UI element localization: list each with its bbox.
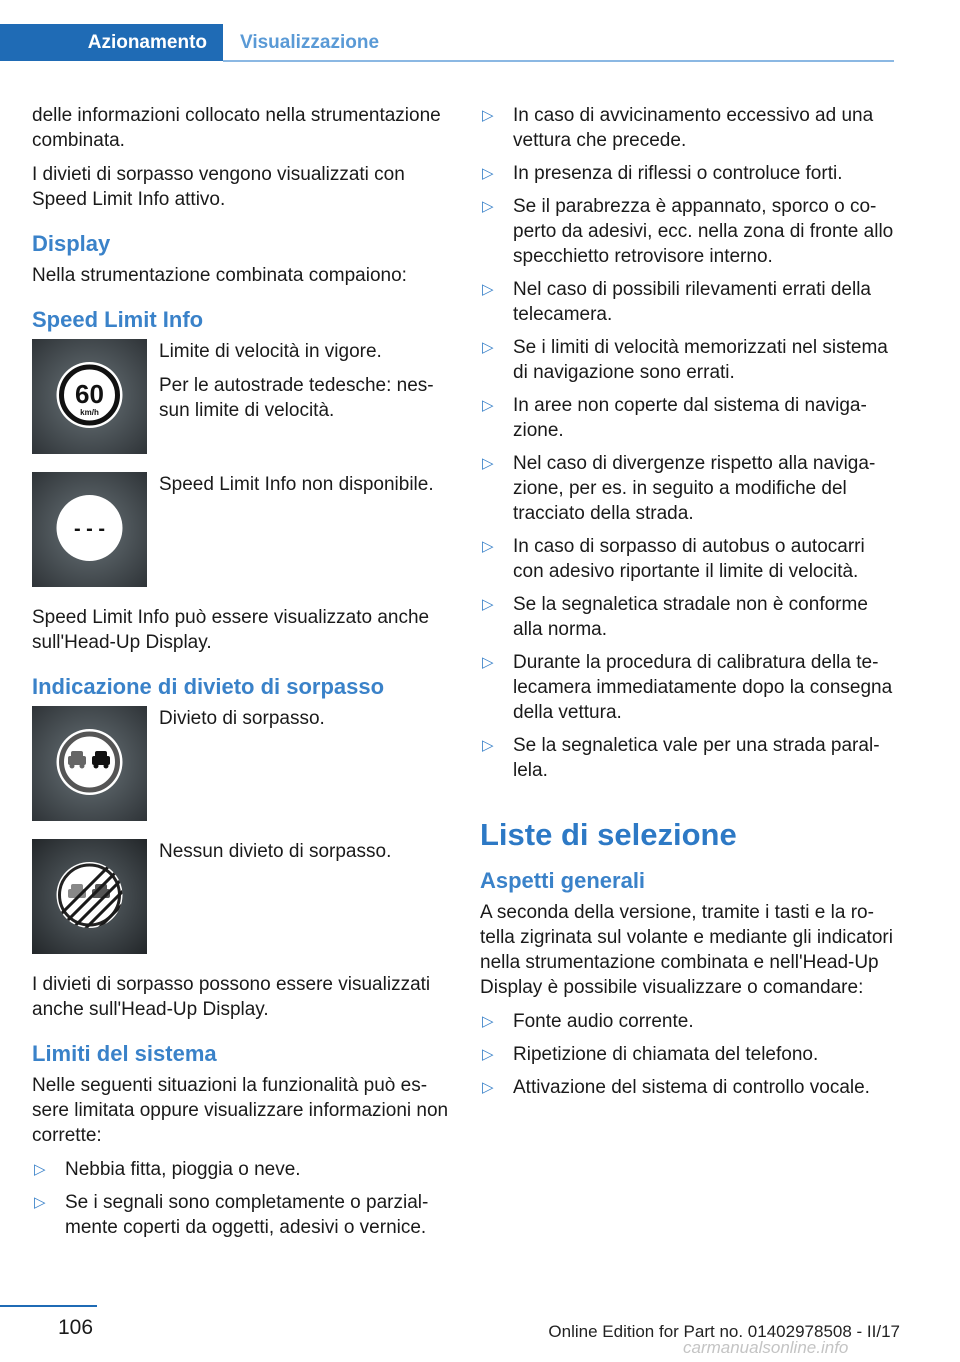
list-item: ▷ Nel caso di possibili rilevamenti errati della telecamera. xyxy=(482,279,871,325)
bullet-triangle-icon: ▷ xyxy=(482,107,494,124)
speed-limit-unavailable-figure xyxy=(32,472,452,587)
list-item: ▷ Nebbia fitta, pioggia o neve. xyxy=(34,1159,301,1180)
svg-text:60: 60 xyxy=(75,379,104,409)
speed-limit-unavailable-text: Speed Limit Info non disponibile. xyxy=(159,474,434,495)
autobahn-no-limit-text: Per le autostrade tedesche: nessun limite di velocità. xyxy=(159,375,434,421)
page-number: 106 xyxy=(58,1316,94,1339)
display-text: Nella strumentazione combinata compaiono: xyxy=(32,265,407,286)
header-divider xyxy=(223,60,894,62)
selection-lists-heading: Liste di selezione xyxy=(480,817,737,852)
right-column xyxy=(480,103,896,1108)
bullet-triangle-icon: ▷ xyxy=(482,339,494,356)
bullet-triangle-icon: ▷ xyxy=(482,1046,494,1063)
no-overtaking-figure xyxy=(32,706,452,821)
speed-limit-active-text: Limite di velocità in vigore. xyxy=(159,341,382,362)
list-item: ▷ Se la segnaletica stradale non è conforme alla norma. xyxy=(482,594,868,640)
list-item: ▷ Se il parabrezza è appannato, sporco o coperto da adesivi, ecc. nella zona di fronte allo specchietto retrovisore interno. xyxy=(482,196,894,267)
list-item: ▷ Nel caso di divergenze rispetto alla navigazione, per es. in seguito a modifiche del tracciato della strada. xyxy=(482,453,876,524)
end-no-overtaking-figure xyxy=(32,839,452,954)
bullet-triangle-icon: ▷ xyxy=(34,1194,46,1211)
list-item: ▷ In caso di sorpasso di autobus o autocarri con adesivo riportante il limite di velocità. xyxy=(482,536,865,582)
speed-limit-60-sign-icon xyxy=(32,339,147,454)
bullet-triangle-icon: ▷ xyxy=(482,654,494,671)
bullet-triangle-icon: ▷ xyxy=(482,281,494,298)
system-limits-heading: Limiti del sistema xyxy=(32,1041,217,1066)
list-item: ▷ Se la segnaletica vale per una strada parallela. xyxy=(482,735,880,781)
edition-info: Online Edition for Part no. 01402978508 - II/17 xyxy=(548,1322,900,1341)
system-limits-list-left xyxy=(32,1157,452,1240)
no-overtaking-sign-icon xyxy=(32,706,147,821)
tab-visualizzazione: Visualizzazione xyxy=(240,31,380,53)
bullet-triangle-icon: ▷ xyxy=(482,737,494,754)
general-aspects-text: A seconda della versione, tramite i tasti e la rotella zigrinata sul volante e mediante gli indicatori nella strumentazione combinata e nell'Head-Up Display è possibile visualizzare o comandare: xyxy=(480,902,893,998)
system-limits-text: Nelle seguenti situazioni la funzionalità può essere limitata oppure visualizzare informazioni non corrette: xyxy=(32,1075,449,1146)
footer-divider xyxy=(0,1305,97,1307)
list-item: ▷ In presenza di riflessi o controluce forti. xyxy=(482,163,843,184)
bullet-triangle-icon: ▷ xyxy=(482,1079,494,1096)
list-item: ▷ Ripetizione di chiamata del telefono. xyxy=(482,1044,819,1065)
svg-text:- - -: - - - xyxy=(73,518,106,540)
bullet-triangle-icon: ▷ xyxy=(482,198,494,215)
list-item: ▷ Attivazione del sistema di controllo vocale. xyxy=(482,1077,870,1098)
page-header xyxy=(0,0,894,62)
speed-limit-info-heading: Speed Limit Info xyxy=(32,307,204,332)
selection-options-list xyxy=(480,1009,896,1100)
bullet-triangle-icon: ▷ xyxy=(482,165,494,182)
bullet-triangle-icon: ▷ xyxy=(482,455,494,472)
bullet-triangle-icon: ▷ xyxy=(482,538,494,555)
no-overtaking-text: Divieto di sorpasso. xyxy=(159,708,325,729)
overtake-intro-paragraph: I divieti di sorpasso vengono visualizzati con Speed Limit Info attivo. xyxy=(32,164,405,210)
speed-limit-figure xyxy=(32,339,452,454)
overtake-hud-text: I divieti di sorpasso possono essere visualizzati anche sull'Head-Up Display. xyxy=(32,974,431,1020)
speed-limit-unavailable-sign-icon xyxy=(32,472,147,587)
overtake-heading: Indicazione di divieto di sorpasso xyxy=(32,674,385,699)
intro-paragraph: delle informazioni collocato nella strumentazione combinata. xyxy=(32,105,441,151)
system-limits-list-right xyxy=(480,103,896,783)
general-aspects-heading: Aspetti generali xyxy=(480,868,646,893)
list-item: ▷ In aree non coperte dal sistema di navigazione. xyxy=(482,395,867,441)
end-no-overtaking-sign-icon xyxy=(32,839,147,954)
watermark: carmanualsonline.info xyxy=(683,1338,849,1357)
svg-text:km/h: km/h xyxy=(80,408,99,417)
list-item: ▷ Durante la procedura di calibratura della telecamera immediatamente dopo la consegna della vettura. xyxy=(482,652,893,723)
tab-azionamento: Azionamento xyxy=(0,24,223,61)
list-item: ▷ Se i limiti di velocità memorizzati nel sistema di navigazione sono errati. xyxy=(482,337,888,383)
speed-limit-hud-text: Speed Limit Info può essere visualizzato anche sull'Head-Up Display. xyxy=(32,607,430,653)
display-heading: Display xyxy=(32,231,111,256)
end-no-overtaking-text: Nessun divieto di sorpasso. xyxy=(159,841,392,862)
list-item: ▷ In caso di avvicinamento eccessivo ad una vettura che precede. xyxy=(482,105,874,151)
bullet-triangle-icon: ▷ xyxy=(482,397,494,414)
left-column xyxy=(32,103,452,1248)
bullet-triangle-icon: ▷ xyxy=(482,1013,494,1030)
list-item: ▷ Fonte audio corrente. xyxy=(482,1011,694,1032)
bullet-triangle-icon: ▷ xyxy=(34,1161,46,1178)
bullet-triangle-icon: ▷ xyxy=(482,596,494,613)
list-item: ▷ Se i segnali sono completamente o parzialmente coperti da oggetti, adesivi o vernice. xyxy=(34,1192,429,1238)
